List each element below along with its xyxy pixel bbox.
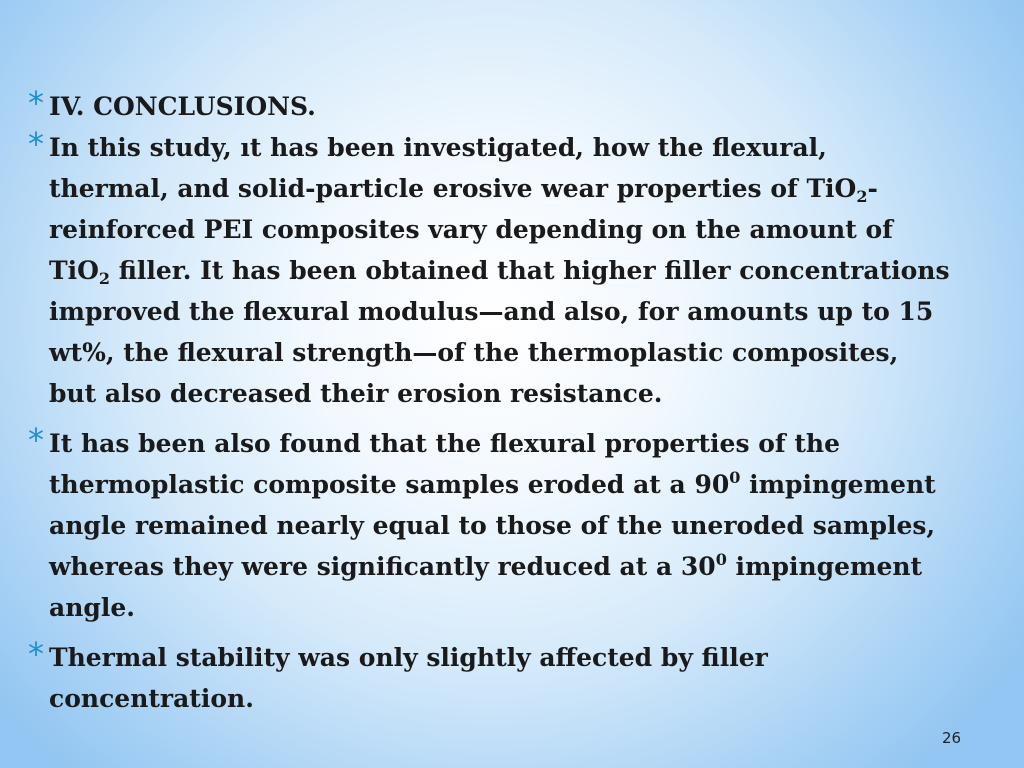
text-line: In this study, ıt has been investigated, how the flexural, xyxy=(49,133,827,162)
section-heading: IV. CONCLUSIONS. xyxy=(49,92,316,121)
asterisk-bullet-icon: * xyxy=(28,84,44,122)
bullet-heading xyxy=(28,86,978,127)
page-number: 26 xyxy=(942,729,962,747)
text-line: wt%, the flexural strength—of the thermoplastic composites, xyxy=(49,338,899,367)
asterisk-bullet-icon: * xyxy=(28,421,44,459)
asterisk-bullet-icon: * xyxy=(28,635,44,673)
text-line: angle remained nearly equal to those of the uneroded samples, xyxy=(49,511,936,540)
text-line: thermal, and solid-particle erosive wear properties of TiO$_2$- xyxy=(49,174,878,206)
bullet-list xyxy=(28,86,978,728)
text-line: reinforced PEI composites vary depending on the amount of xyxy=(49,215,893,244)
text-line: thermoplastic composite samples eroded at a $90^0$ impingement xyxy=(49,468,936,499)
text-line: It has been also found that the flexural properties of the xyxy=(49,429,841,458)
bullet-flexural-findings xyxy=(28,423,978,628)
text-line: angle. xyxy=(49,593,135,622)
superscript: 0 xyxy=(715,550,727,569)
bullet-study-summary xyxy=(28,127,978,414)
text-line: improved the flexural modulus—and also, for amounts up to 15 xyxy=(49,297,934,326)
text-line: concentration. xyxy=(49,684,254,713)
text-line: whereas they were significantly reduced at a $30^0$ impingement xyxy=(49,550,923,581)
subscript: 2 xyxy=(856,187,868,206)
asterisk-bullet-icon: * xyxy=(28,125,44,163)
text-line: Thermal stability was only slightly affected by filler xyxy=(49,643,768,672)
superscript: 0 xyxy=(729,468,741,487)
text-line: TiO$_2$ filler. It has been obtained that higher filler concentrations xyxy=(49,256,950,288)
bullet-thermal-stability xyxy=(28,637,978,719)
subscript: 2 xyxy=(98,269,111,288)
text-line: but also decreased their erosion resistance. xyxy=(49,379,663,408)
